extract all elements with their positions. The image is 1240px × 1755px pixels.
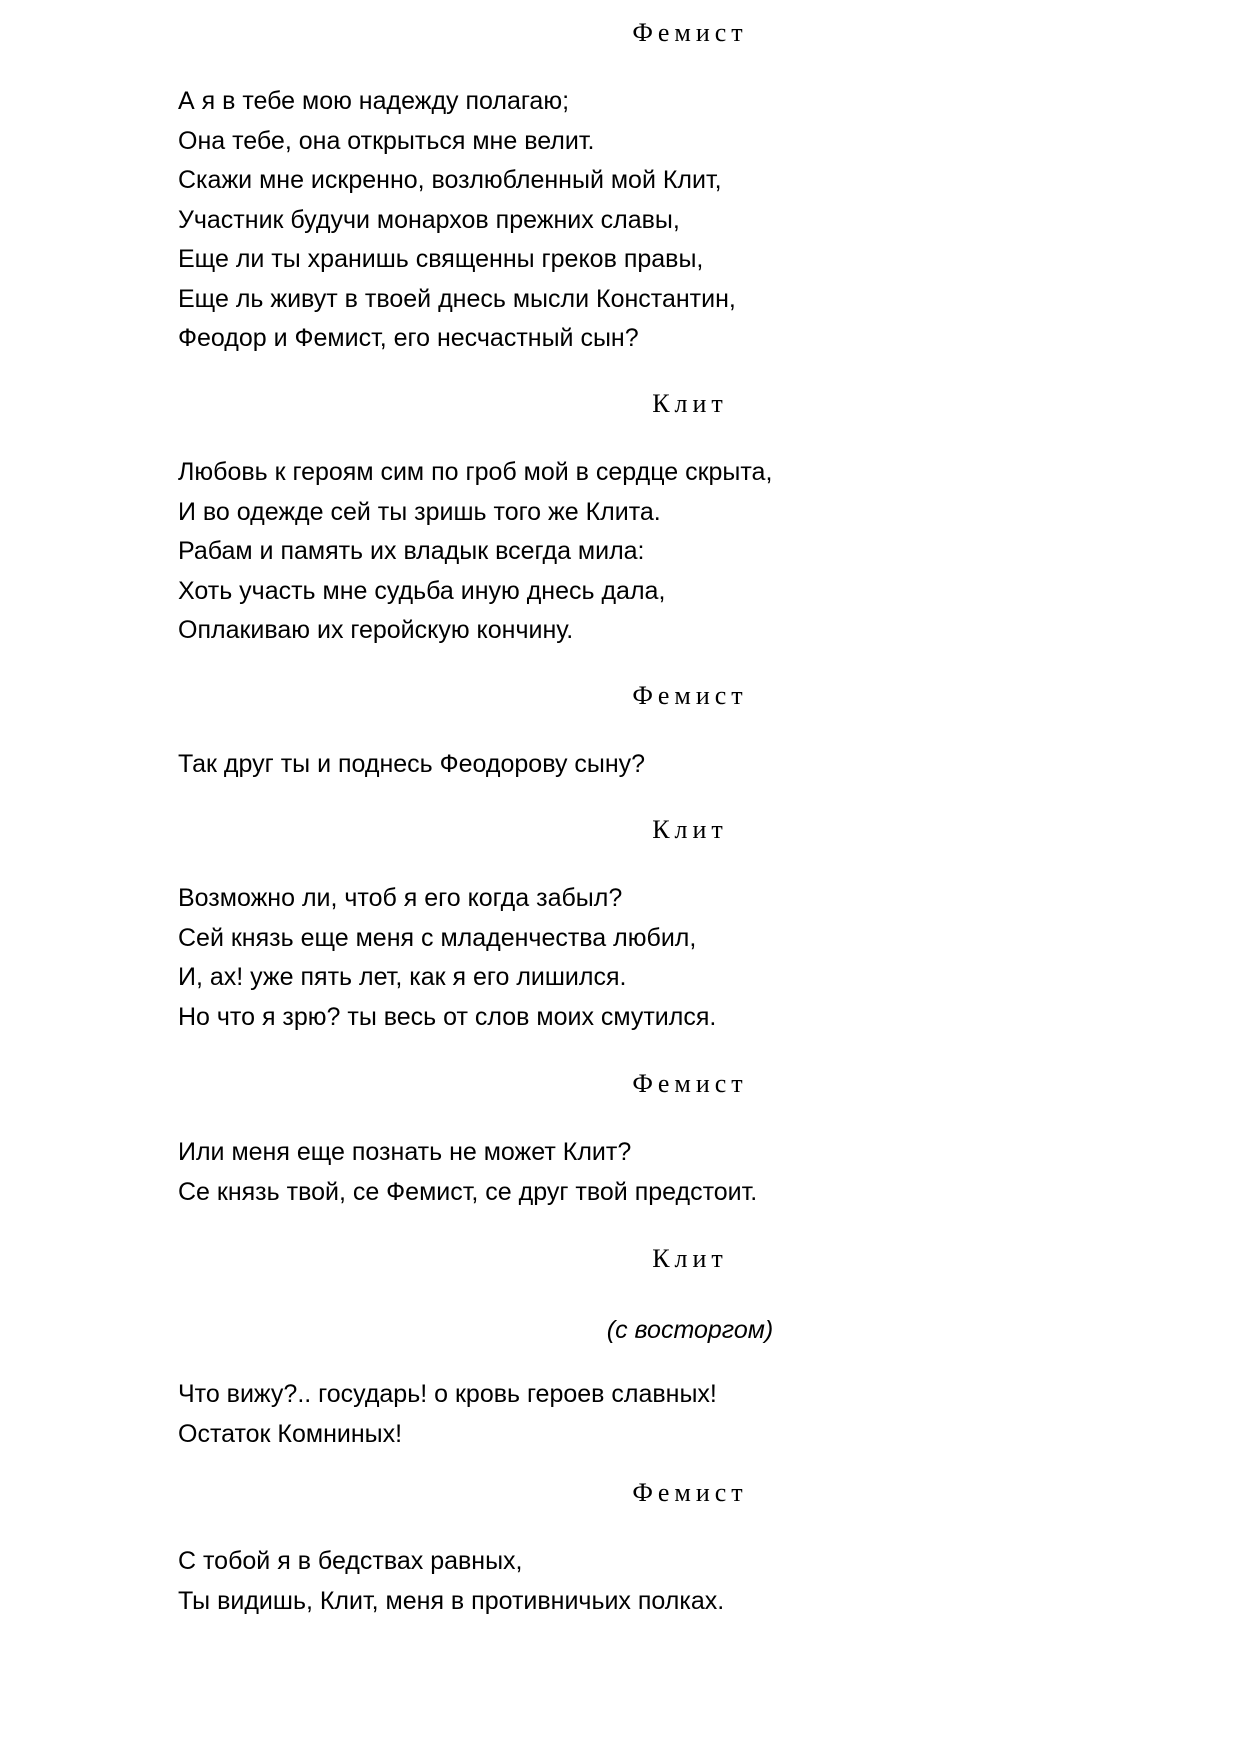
verse-line: Оплакиваю их геройскую кончину. <box>178 616 574 644</box>
verse-line: Но что я зрю? ты весь от слов моих смутился. <box>178 1002 717 1031</box>
verse-line: Любовь к героям сим по гроб мой в сердце скрыта, <box>178 458 773 486</box>
verse-line: И во одежде сей ты зришь того же Клита. <box>178 497 661 526</box>
speech-block <box>178 1133 757 1212</box>
speaker-name: Фемист <box>632 1069 748 1098</box>
speaker-name: Клит <box>652 389 728 418</box>
verse-line: Рабам и память их владык всегда мила: <box>178 537 645 565</box>
verse-line: Скажи мне искренно, возлюбленный мой Клит, <box>178 166 722 194</box>
verse-line: Участник будучи монархов прежних славы, <box>178 205 680 234</box>
verse-line: С тобой я в бедствах равных, <box>178 1547 523 1575</box>
speech-block <box>178 1542 724 1621</box>
verse-line: Что вижу?.. государь! о кровь героев славных! <box>178 1380 717 1408</box>
speaker-name: Фемист <box>632 681 748 710</box>
speech-block <box>178 1375 717 1454</box>
verse-line: Так друг ты и поднесь Феодорову сыну? <box>178 750 646 778</box>
verse-line: Сей князь еще меня с младенчества любил, <box>178 923 697 952</box>
speech-block <box>178 82 736 359</box>
verse-line: Ты видишь, Клит, меня в противничьих полках. <box>178 1586 725 1615</box>
speaker-name: Фемист <box>632 1478 748 1507</box>
verse-line: Се князь твой, се Фемист, се друг твой предстоит. <box>178 1177 758 1206</box>
verse-line: Феодор и Фемист, его несчастный сын? <box>178 324 639 352</box>
verse-line: Еще ли ты хранишь священны греков правы, <box>178 245 704 273</box>
speech-block <box>178 453 772 651</box>
speaker-name: Фемист <box>632 18 748 47</box>
verse-line: Еще ль живут в твоей днесь мысли Константин, <box>178 284 736 313</box>
verse-line: И, ах! уже пять лет, как я его лишился. <box>178 963 627 991</box>
speech-block <box>178 745 645 785</box>
verse-line: Остаток Комниных! <box>178 1419 403 1448</box>
stage-direction: (с восторгом) <box>606 1316 774 1344</box>
speech-block <box>178 879 716 1037</box>
speaker-name: Клит <box>652 1244 728 1273</box>
verse-line: Или меня еще познать не может Клит? <box>178 1138 632 1166</box>
verse-line: Возможно ли, чтоб я его когда забыл? <box>178 884 623 912</box>
speaker-name: Клит <box>652 815 728 844</box>
verse-line: Она тебе, она открыться мне велит. <box>178 126 595 155</box>
verse-line: А я в тебе мою надежду полагаю; <box>178 87 570 115</box>
verse-line: Хоть участь мне судьба иную днесь дала, <box>178 576 666 605</box>
